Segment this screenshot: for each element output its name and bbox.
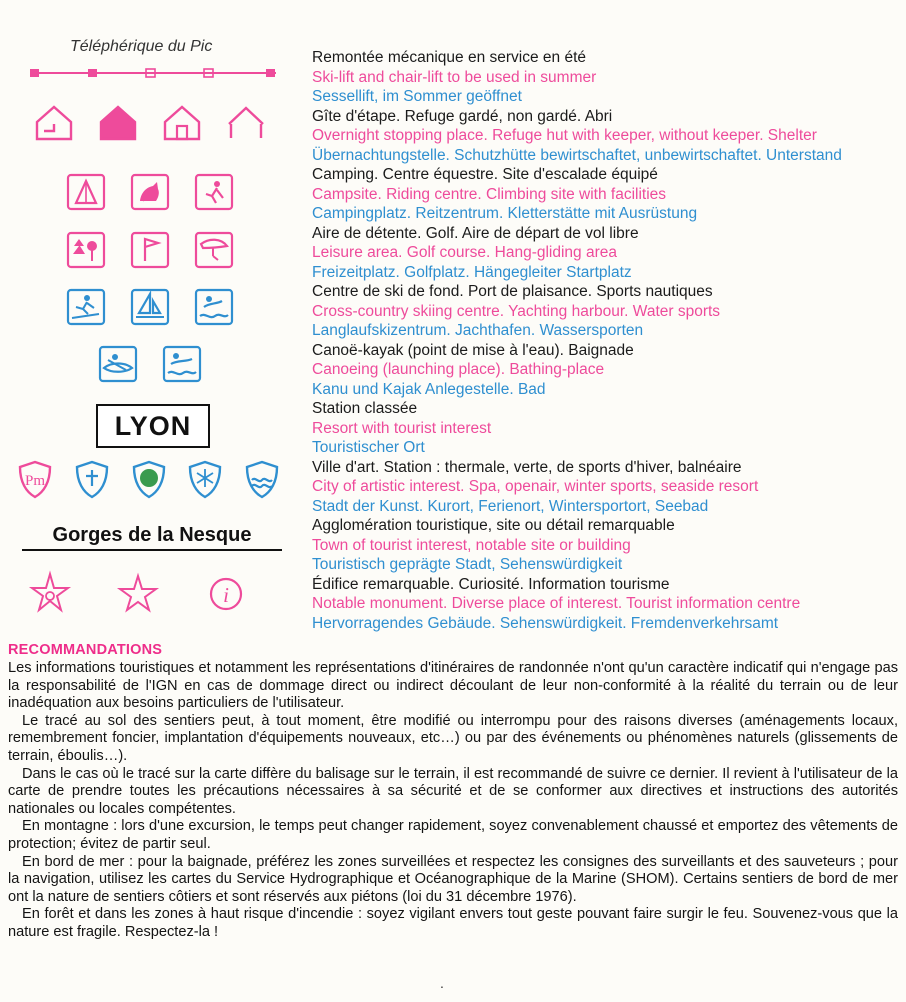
tourist-information-icon [204,568,248,612]
legend-line-en: City of artistic interest. Spa, openair, winter sports, seaside resort [312,478,759,495]
legend-entry [312,282,902,341]
legend-line-de: Freizeitplatz. Golfplatz. Hängegleiter Startplatz [312,263,632,281]
legend-entry [312,107,902,166]
icon-row-outdoor [22,170,278,214]
shelter-outline-icon [31,100,77,144]
legend-entry [312,224,902,283]
legend-line-en: Ski-lift and chair-lift to be used in summer [312,68,597,86]
legend-entry [312,341,902,400]
golf-course-icon [127,228,173,272]
legend-entry [312,399,902,458]
icon-row-resort-shields [8,458,292,502]
water-sports-icon [191,285,237,329]
icon-row-water-snow [22,285,278,329]
recommendations-paragraph: Le tracé au sol des sentiers peut, à tout moment, être modifié ou interrompu pour des raisons diverses (aménagements locaux, remembrement foncier, implantation d'équipements nouveaux, etc…) ou par des événements ou phénomènes naturels (glissements de terrain, éboulis…). [8,712,898,764]
legend-line-de: Touristisch geprägte Stadt, Sehenswürdigkeit [312,556,623,573]
legend-line-de: Stadt der Kunst. Kurort, Ferienort, Wintersportort, Seebad [312,497,709,515]
curiosity-star-icon [116,568,160,612]
icon-row-canoe-bathing [62,342,238,386]
legend-line-de: Kanu und Kajak Anlegestelle. Bad [312,380,546,398]
symbol-column [0,0,300,640]
legend-line-fr: Centre de ski de fond. Port de plaisance. Sports nautiques [312,283,713,300]
legend-line-en: Canoeing (launching place). Bathing-place [312,361,605,378]
legend-line-fr: Gîte d'étape. Refuge gardé, non gardé. Abri [312,107,613,125]
refuge-filled-icon [95,100,141,144]
legend-line-en: Overnight stopping place. Refuge hut with keeper, without keeper. Shelter [312,127,817,144]
legend-line-fr: Aire de détente. Golf. Aire de départ de vol libre [312,224,639,242]
recommendations-paragraph: En montagne : lors d'une excursion, le temps peut changer rapidement, soyez convenablement chaussé et emportez des vêtements de protection; évitez de partir seul. [8,818,898,852]
leisure-area-icon [63,228,109,272]
legend-line-fr: Agglomération touristique, site ou détail remarquable [312,517,675,534]
hang-gliding-icon [191,228,237,272]
legend-line-en: Notable monument. Diverse place of interest. Tourist information centre [312,595,801,612]
svg-text:Pm: Pm [24,473,46,489]
recommendations-paragraph: Les informations touristiques et notamment les représentations d'itinéraires de randonnée n'ont qu'un caractère indicatif qui n'engage pas la responsabilité de l'IGN en cas de dommage direct ou indirect découlant de leur non-conformité à la réalité du terrain ou de leur inadéquation aux besoins particuliers de l'utilisateur. [8,660,898,712]
legend-line-fr: Remontée mécanique en service en été [312,49,586,66]
recommendations-paragraph: En forêt et dans les zones à haut risque d'incendie : soyez vigilant envers tout geste pouvant faire surgir le feu. Souvenez-vous que la nature est fragile. Respectez-la ! [8,906,898,940]
legend-entry [312,48,902,107]
legend-line-de: Langlaufskizentrum. Jachthafen. Wassersporten [312,322,644,339]
resort-shield-green-icon [128,458,173,502]
cross-country-ski-icon [63,285,109,329]
legend-entry [312,575,902,634]
climbing-site-icon [191,170,237,214]
shelter-simple-icon [223,100,269,144]
cable-car-label: Téléphérique du Pic [70,38,213,55]
legend-line-en: Town of tourist interest, notable site or building [312,536,631,554]
legend-entry [312,165,902,224]
legend-line-en: Campsite. Riding centre. Climbing site with facilities [312,185,667,203]
legend-line-en: Leisure area. Golf course. Hang-gliding area [312,244,618,261]
resort-shield-plain-icon [71,458,116,502]
bathing-place-icon [159,342,205,386]
recommendations-section [8,642,898,942]
cable-car-line-icon [28,66,278,78]
legend-line-de: Touristischer Ort [312,439,425,456]
camping-tent-icon [63,170,109,214]
legend-line-de: Übernachtungstelle. Schutzhütte bewirtschaftet, unbewirtschaftet. Unterstand [312,146,842,164]
city-label-sample: LYON [96,404,210,448]
legend-text-column [312,48,902,633]
page-footer-dot: . [440,975,444,991]
legend-line-de: Sessellift, im Sommer geöffnet [312,88,522,105]
legend-line-en: Resort with tourist interest [312,419,492,437]
legend-line-fr: Camping. Centre équestre. Site d'escalade équipé [312,166,658,183]
recommendations-paragraph: Dans le cas où le tracé sur la carte diffère du balisage sur le terrain, il est recommandé de suivre ce dernier. Il revient à l'utilisateur de la carte de prendre toutes les précautions nécessaires à sa sécurité et de se conformer aux directives et instructions des autorités nationales ou locales compétentes. [8,765,898,817]
legend-entry [312,458,902,517]
icon-row-leisure [22,228,278,272]
icon-row-shelters [10,100,290,144]
gorge-label-sample: Gorges de la Nesque [22,524,282,551]
recommendations-title: RECOMMANDATIONS [8,642,163,658]
legend-line-de: Campingplatz. Reitzentrum. Kletterstätte mit Ausrüstung [312,205,698,222]
legend-line-en: Cross-country skiing centre. Yachting harbour. Water sports [312,302,721,320]
legend-entry [312,516,902,575]
icon-row-monument-info [18,568,258,612]
legend-line-de: Hervorragendes Gebäude. Sehenswürdigkeit. Fremdenverkehrsamt [312,614,779,632]
resort-shield-snowflake-icon [184,458,229,502]
svg-text:i: i [223,583,229,607]
refuge-open-icon [159,100,205,144]
riding-horse-icon [127,170,173,214]
legend-line-fr: Ville d'art. Station : thermale, verte, de sports d'hiver, balnéaire [312,458,742,476]
yachting-harbour-icon [127,285,173,329]
notable-monument-star-icon [28,568,72,612]
legend-line-fr: Canoë-kayak (point de mise à l'eau). Baignade [312,341,634,359]
recommendations-paragraph: En bord de mer : pour la baignade, préférez les zones surveillées et respectez les consignes des surveillants et des sauveteurs ; pour la navigation, utilisez les cartes du Service Hydrographique et Océanographique de la Marine (SHOM). Certains sentiers de bord de mer ont la nature de sentiers côtiers et sont réservés aux piétons (loi du 31 décembre 1976). [8,853,898,905]
legend-line-fr: Édifice remarquable. Curiosité. Information tourisme [312,575,670,593]
legend-line-fr: Station classée [312,400,418,417]
resort-shield-wave-icon [241,458,286,502]
canoe-kayak-icon [95,342,141,386]
resort-shield-pm-icon [14,458,59,502]
